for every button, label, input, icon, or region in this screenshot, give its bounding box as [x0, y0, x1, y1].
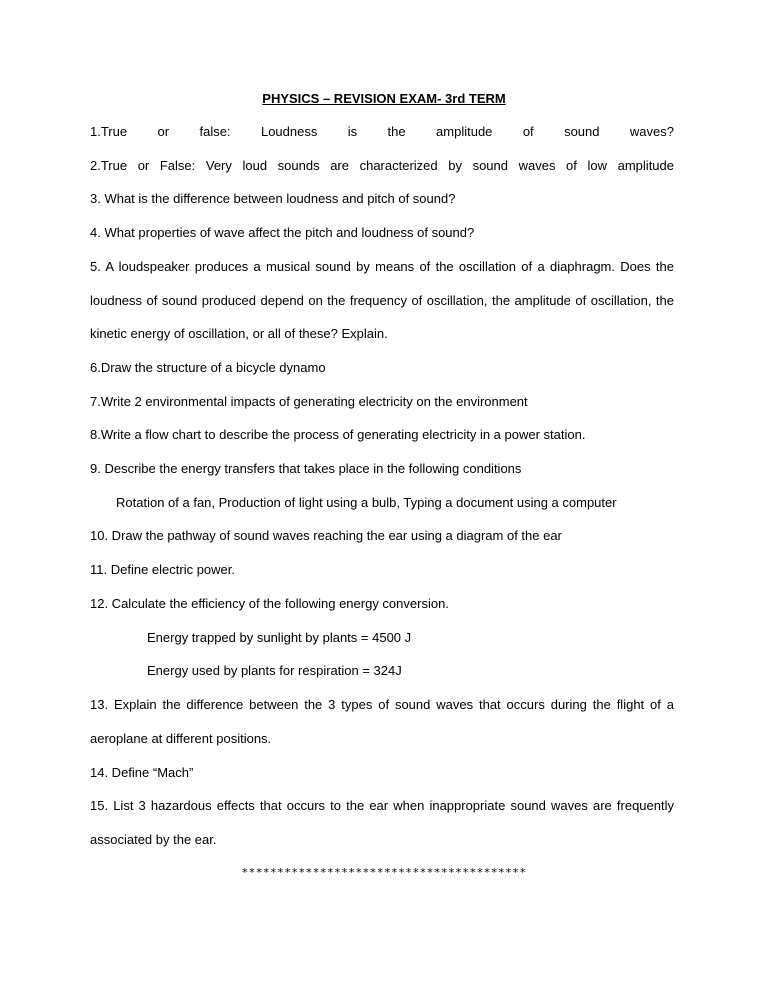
question-12: 12. Calculate the efficiency of the following energy conversion.	[90, 596, 449, 611]
question-10: 10. Draw the pathway of sound waves reaching the ear using a diagram of the ear	[90, 528, 562, 543]
question-1: 1.True or false: Loudness is the amplitude of sound waves?	[90, 124, 674, 139]
question-8: 8.Write a flow chart to describe the process of generating electricity in a power station.	[90, 427, 586, 442]
question-13-line-1: 13. Explain the difference between the 3 types of sound waves that occurs during the flight of a	[90, 697, 674, 712]
question-5-line-1: 5. A loudspeaker produces a musical sound by means of the oscillation of a diaphragm. Does the	[90, 259, 674, 274]
question-2: 2.True or False: Very loud sounds are characterized by sound waves of low amplitude	[90, 158, 674, 173]
question-13-line-2: aeroplane at different positions.	[90, 731, 272, 746]
question-6: 6.Draw the structure of a bicycle dynamo	[90, 360, 326, 375]
question-7: 7.Write 2 environmental impacts of generating electricity on the environment	[90, 394, 528, 409]
question-9: 9. Describe the energy transfers that takes place in the following conditions	[90, 461, 522, 476]
question-15-line-2: associated by the ear.	[90, 832, 217, 847]
exam-title: PHYSICS – REVISION EXAM- 3rd TERM	[262, 91, 506, 106]
question-5-line-2: loudness of sound produced depend on the frequency of oscillation, the amplitude of oscillation, the	[90, 293, 674, 308]
question-4: 4. What properties of wave affect the pitch and loudness of sound?	[90, 225, 475, 240]
question-12-data-1: Energy trapped by sunlight by plants = 4500 J	[147, 630, 412, 645]
question-11: 11. Define electric power.	[90, 562, 235, 577]
question-5-line-3: kinetic energy of oscillation, or all of these? Explain.	[90, 326, 388, 341]
end-separator: ****************************************	[241, 866, 527, 879]
question-14: 14. Define “Mach”	[90, 765, 194, 780]
question-15-line-1: 15. List 3 hazardous effects that occurs to the ear when inappropriate sound waves are frequently	[90, 798, 674, 813]
question-12-data-2: Energy used by plants for respiration = 324J	[147, 663, 402, 678]
question-9-conditions: Rotation of a fan, Production of light using a bulb, Typing a document using a computer	[116, 495, 617, 510]
question-3: 3. What is the difference between loudness and pitch of sound?	[90, 191, 456, 206]
